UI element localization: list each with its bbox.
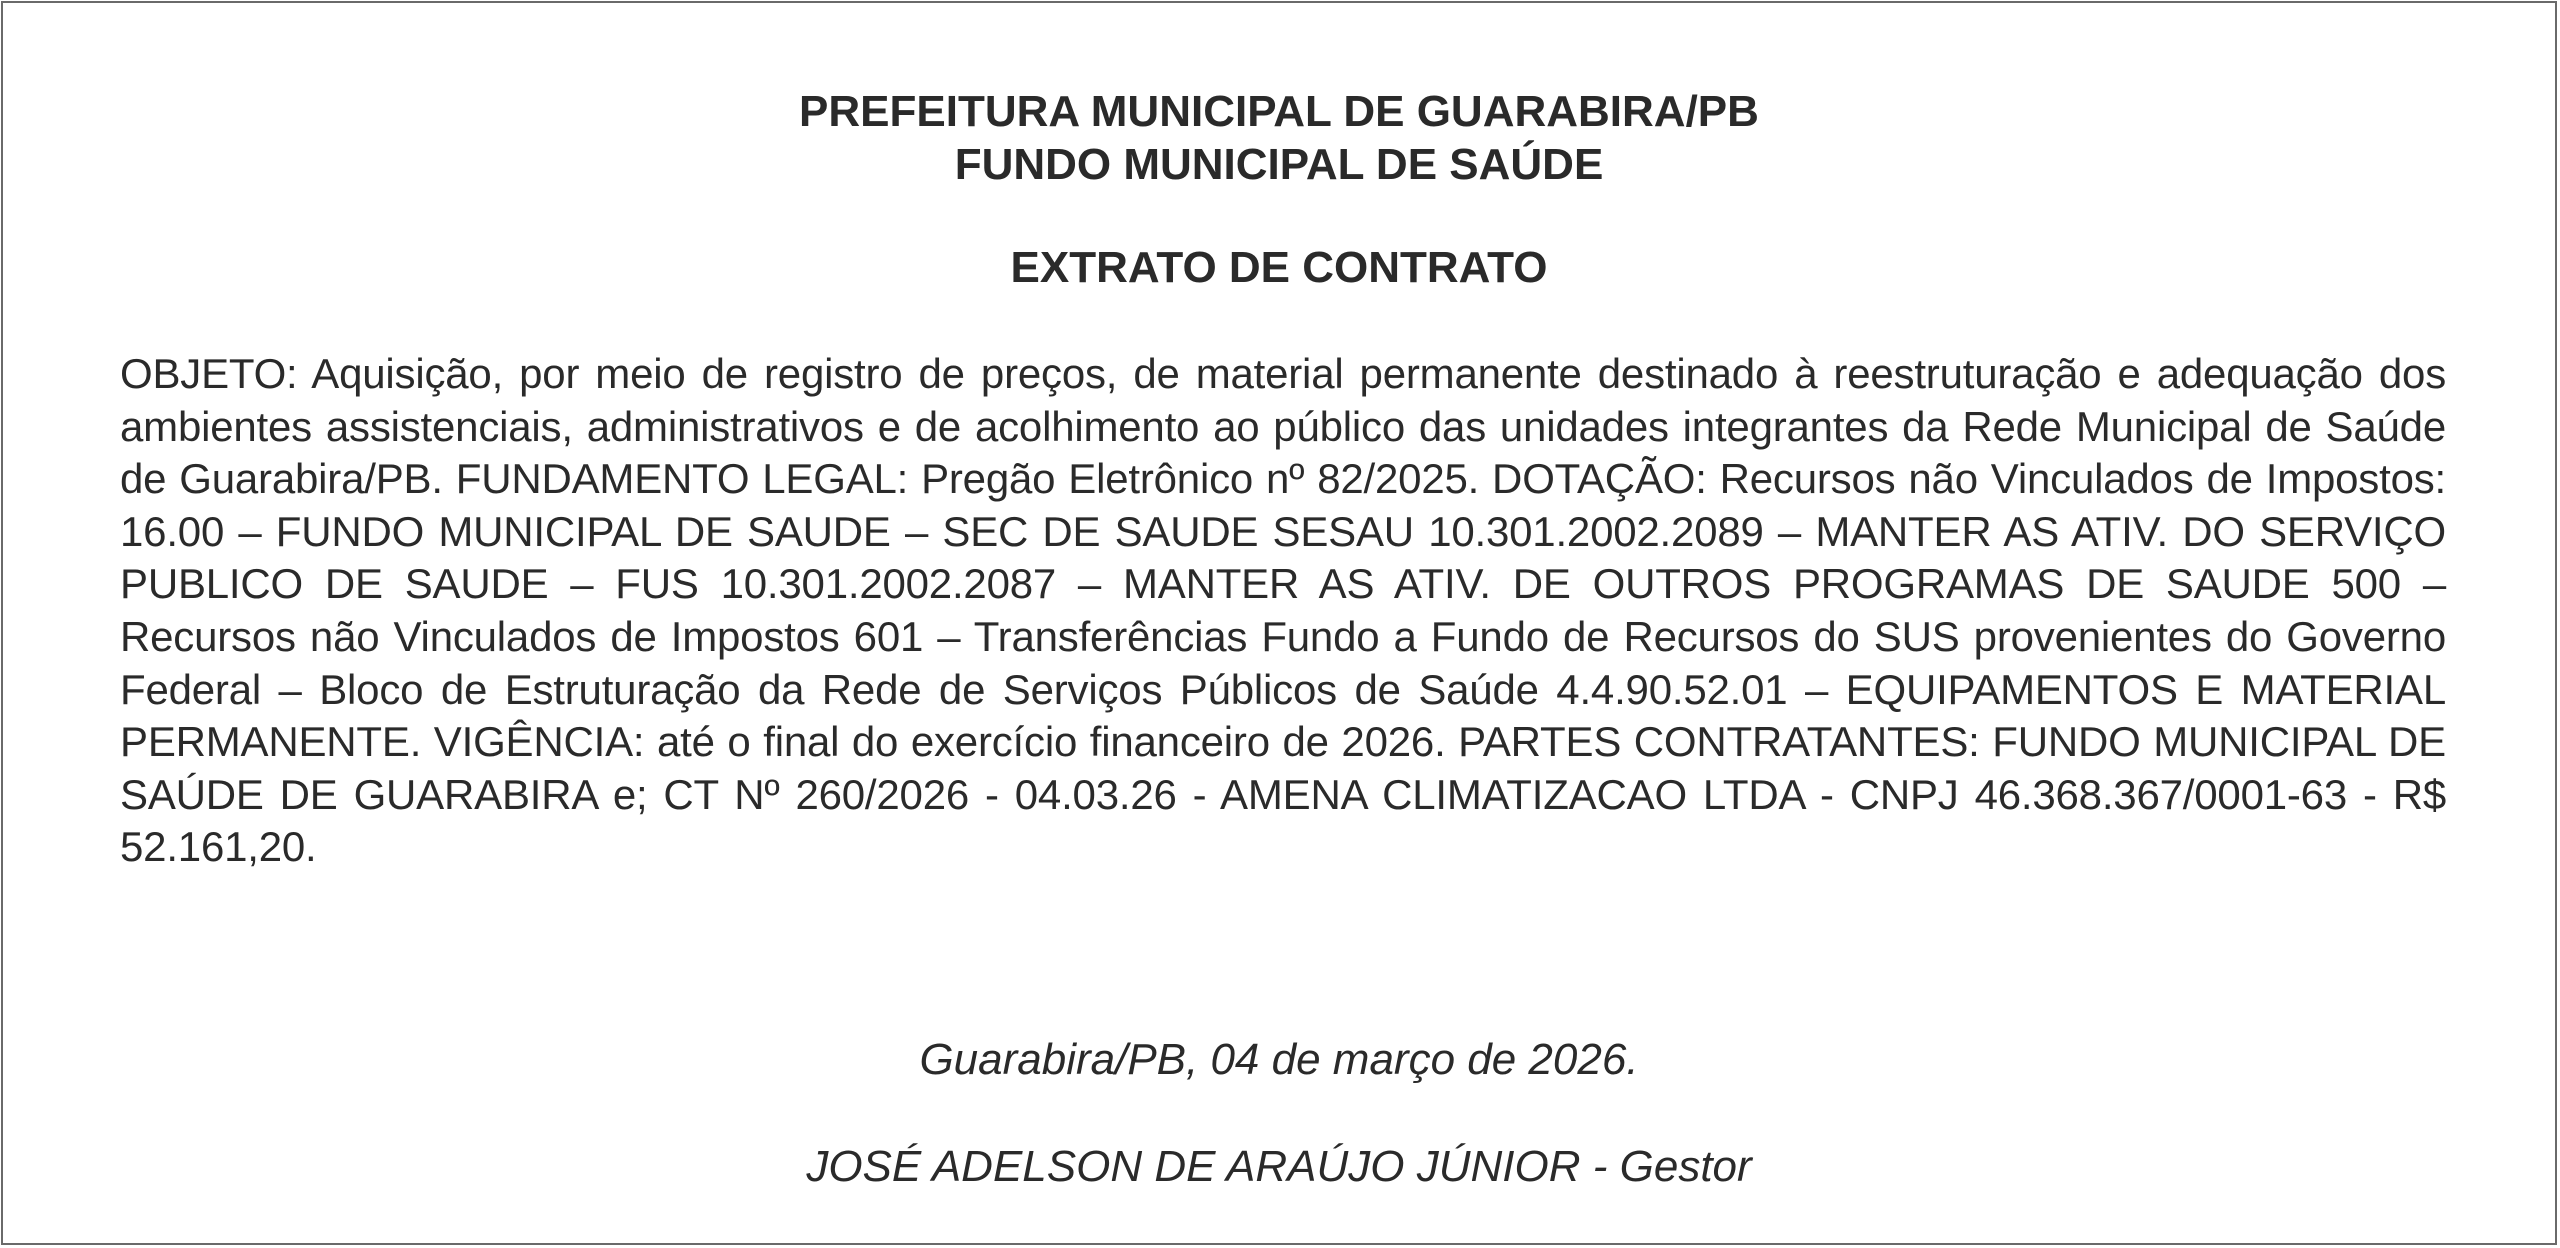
contract-body: OBJETO: Aquisição, por meio de registro de preços, de material permanente destinado à reestruturação e adequação dos ambientes assistenciais, administrativos e de acolhimento ao público das unidades integrantes da Rede Municipal de Saúde de Guarabira/PB. FUNDAMENTO LEGAL: Pregão Eletrônico nº 82/2025. DOTAÇÃO: Recursos não Vinculados de Impostos: 16.00 – FUNDO MUNICIPAL DE SAUDE – SEC DE SAUDE SESAU 10.301.2002.2089 – MANTER AS ATIV. DO SERVIÇO PUBLICO DE SAUDE – FUS 10.301.2002.2087 – MANTER AS ATIV. DE OUTROS PROGRAMAS DE SAUDE 500 – Recursos não Vinculados de Impostos 601 – Transferências Fundo a Fundo de Recursos do SUS provenientes do Governo Federal – Bloco de Estruturação da Rede de Serviços Públicos de Saúde 4.4.90.52.01 – EQUIPAMENTOS E MATERIAL PERMANENTE. VIGÊNCIA: até o final do exercício financeiro de 2026. PARTES CONTRATANTES: FUNDO MUNICIPAL DE SAÚDE DE GUARABIRA e; CT Nº 260/2026 - 04.03.26 - AMENA CLIMATIZACAO LTDA - CNPJ 46.368.367/0001-63 - R$ 52.161,20. [120, 350, 2446, 871]
document-title: EXTRATO DE CONTRATO [1010, 243, 1548, 292]
header-prefeitura: PREFEITURA MUNICIPAL DE GUARABIRA/PB [799, 87, 1759, 136]
date-line: Guarabira/PB, 04 de março de 2026. [919, 1035, 1639, 1084]
signature-line: JOSÉ ADELSON DE ARAÚJO JÚNIOR - Gestor [806, 1142, 1752, 1191]
document-header [3, 85, 2555, 191]
document-frame [1, 1, 2557, 1245]
header-fundo: FUNDO MUNICIPAL DE SAÚDE [954, 140, 1604, 189]
